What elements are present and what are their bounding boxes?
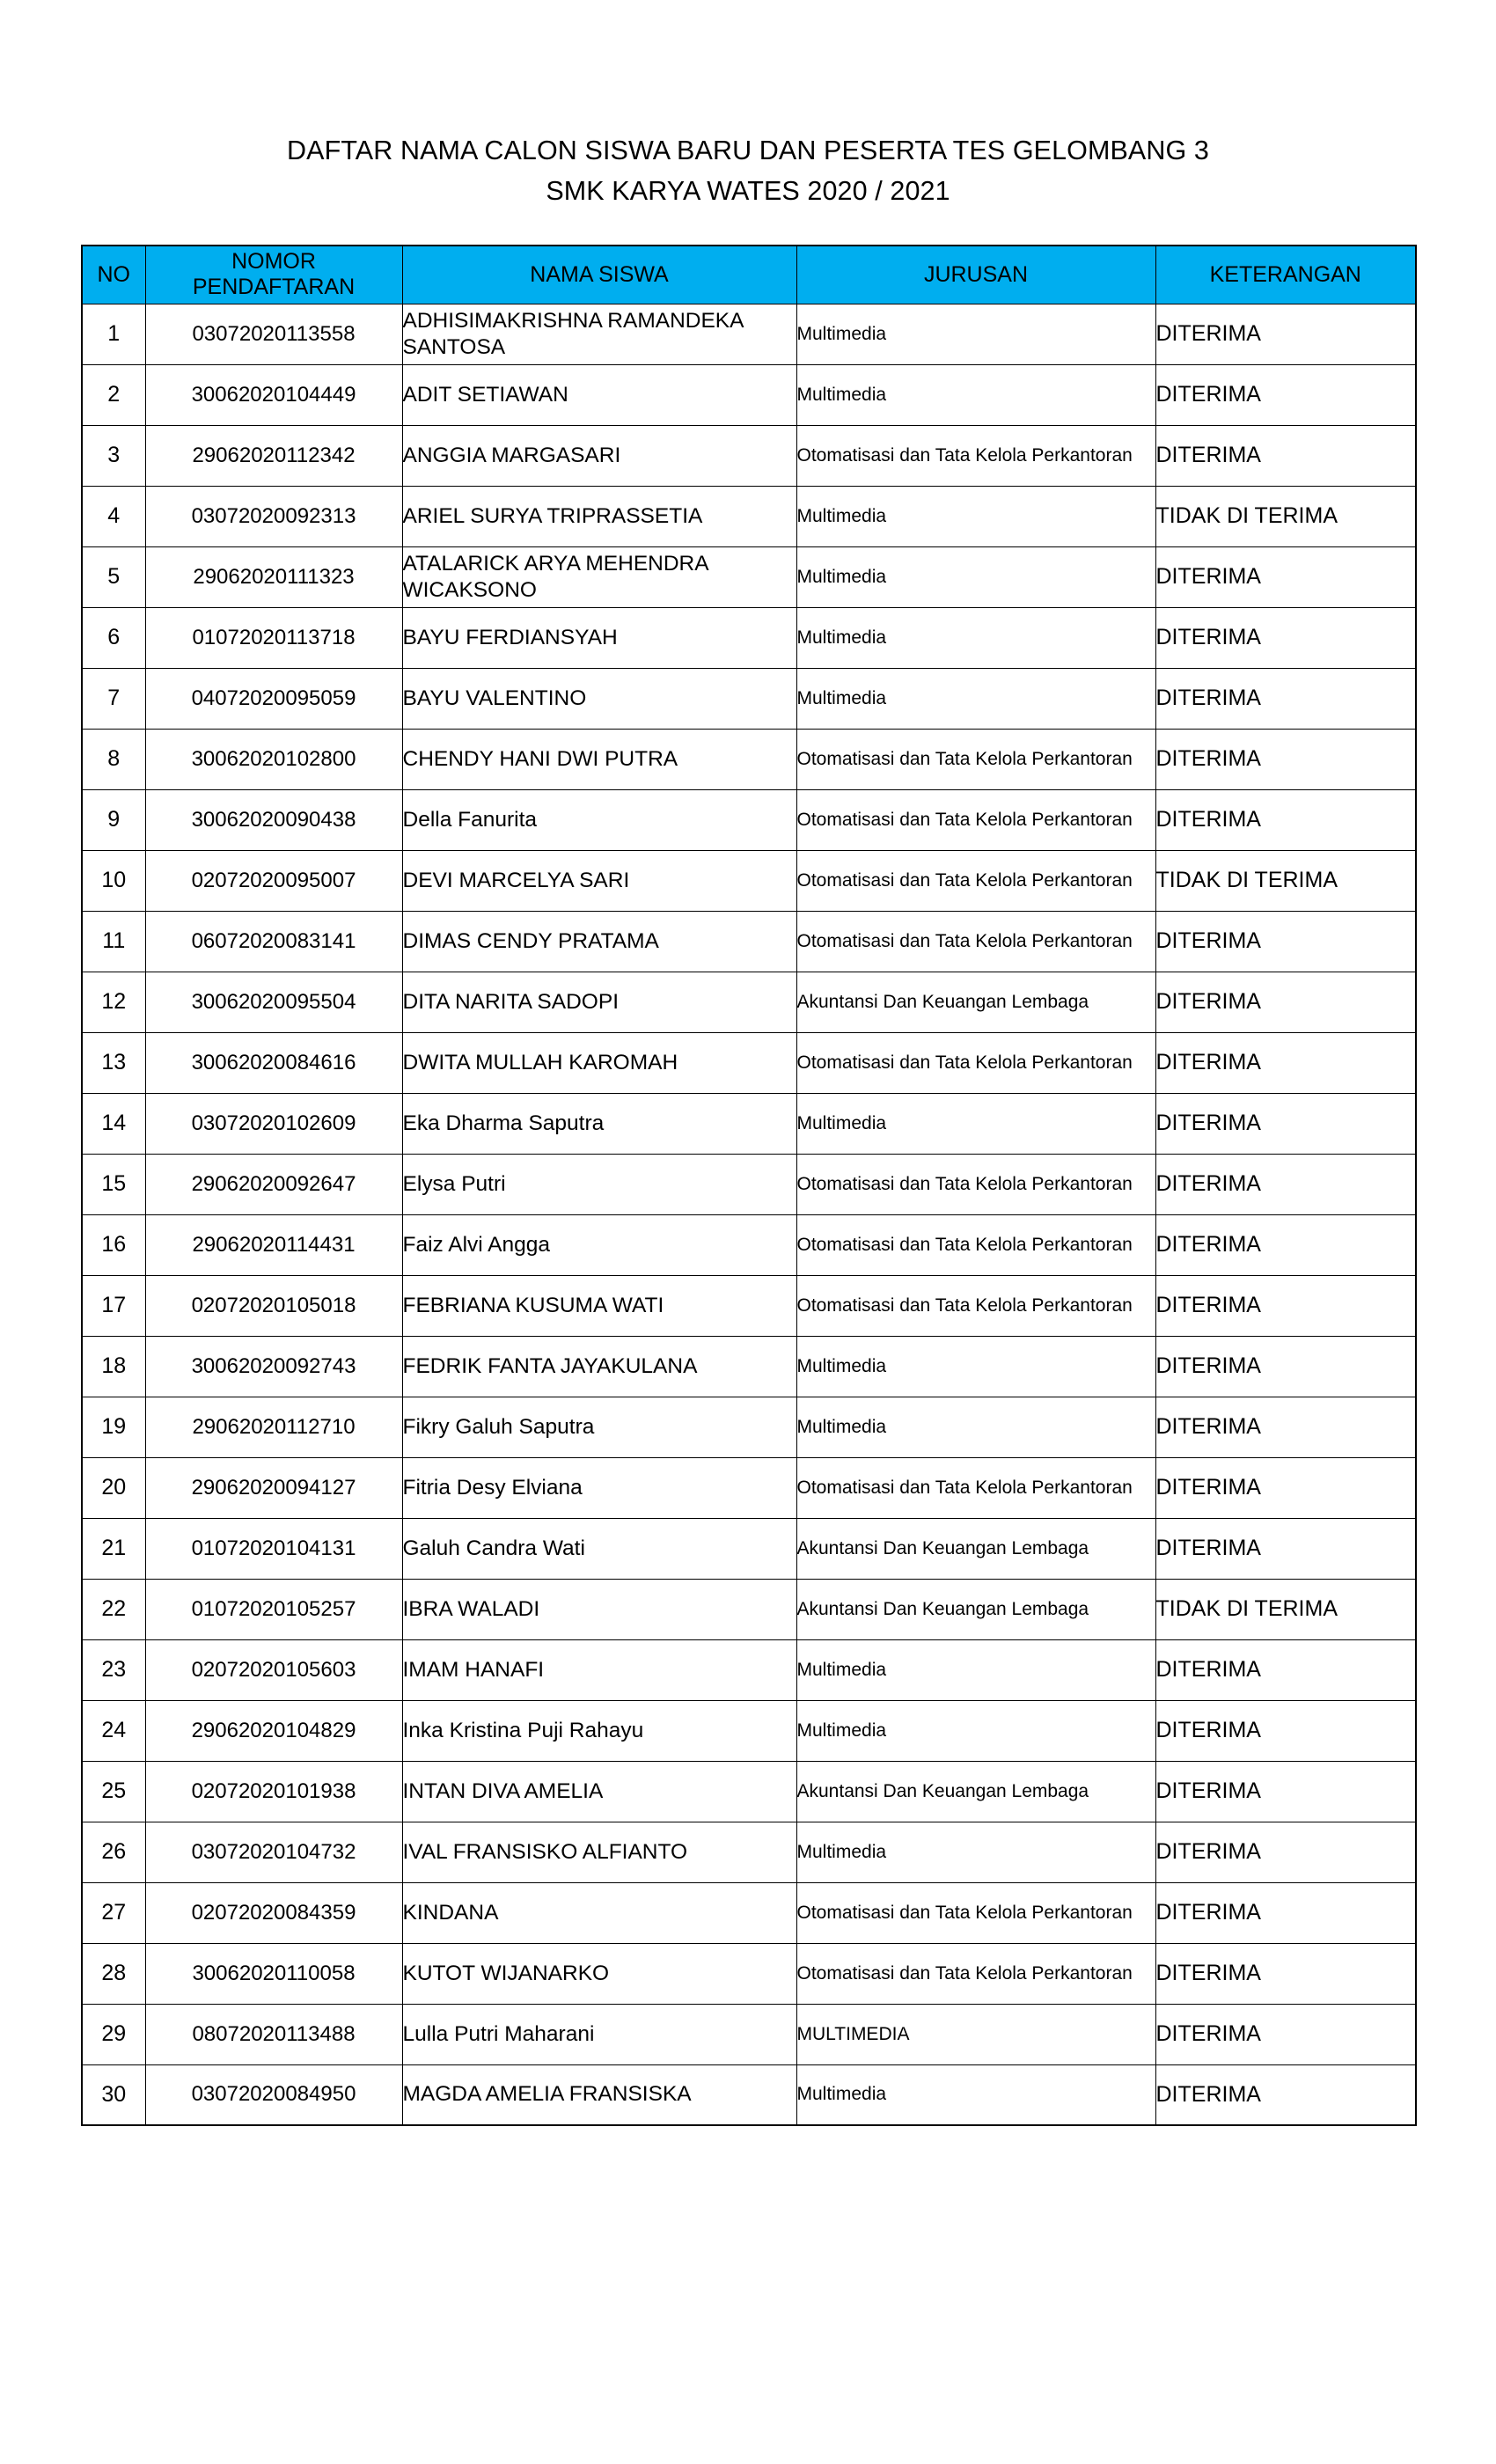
cell-registration-number: 01072020113718 (145, 607, 402, 668)
cell-status: DITERIMA (1155, 1761, 1416, 1822)
cell-major: Otomatisasi dan Tata Kelola Perkantoran (796, 1943, 1155, 2004)
cell-row-number: 9 (82, 789, 145, 850)
cell-row-number: 23 (82, 1639, 145, 1700)
cell-student-name: Elysa Putri (402, 1154, 796, 1214)
cell-student-name: ADHISIMAKRISHNA RAMANDEKA SANTOSA (402, 304, 796, 364)
cell-major: Multimedia (796, 1336, 1155, 1397)
cell-major: Otomatisasi dan Tata Kelola Perkantoran (796, 1882, 1155, 1943)
cell-status: DITERIMA (1155, 1336, 1416, 1397)
column-header-status-label: KETERANGAN (1209, 261, 1361, 287)
table-row (82, 364, 1416, 425)
cell-status: DITERIMA (1155, 546, 1416, 607)
cell-major: Multimedia (796, 607, 1155, 668)
cell-status: TIDAK DI TERIMA (1155, 850, 1416, 911)
cell-row-number: 20 (82, 1457, 145, 1518)
cell-major: Otomatisasi dan Tata Kelola Perkantoran (796, 1154, 1155, 1214)
cell-registration-number: 02072020101938 (145, 1761, 402, 1822)
cell-status: DITERIMA (1155, 729, 1416, 789)
cell-major: MULTIMEDIA (796, 2004, 1155, 2064)
table-row (82, 729, 1416, 789)
cell-student-name: DITA NARITA SADOPI (402, 972, 796, 1032)
table-row (82, 1336, 1416, 1397)
table-row (82, 1093, 1416, 1154)
cell-registration-number: 02072020105603 (145, 1639, 402, 1700)
cell-student-name: Della Fanurita (402, 789, 796, 850)
cell-registration-number: 03072020092313 (145, 486, 402, 546)
cell-major: Multimedia (796, 546, 1155, 607)
cell-student-name: Fikry Galuh Saputra (402, 1397, 796, 1457)
document-title (0, 0, 1496, 211)
cell-major: Akuntansi Dan Keuangan Lembaga (796, 1761, 1155, 1822)
cell-row-number: 7 (82, 668, 145, 729)
cell-registration-number: 08072020113488 (145, 2004, 402, 2064)
cell-registration-number: 03072020104732 (145, 1822, 402, 1882)
cell-registration-number: 29062020112342 (145, 425, 402, 486)
cell-student-name: IMAM HANAFI (402, 1639, 796, 1700)
cell-row-number: 10 (82, 850, 145, 911)
cell-row-number: 28 (82, 1943, 145, 2004)
table-row (82, 304, 1416, 364)
column-header-major (796, 246, 1155, 304)
table-row (82, 1822, 1416, 1882)
student-roster-table (81, 245, 1417, 2126)
cell-status: DITERIMA (1155, 2004, 1416, 2064)
cell-student-name: CHENDY HANI DWI PUTRA (402, 729, 796, 789)
cell-row-number: 29 (82, 2004, 145, 2064)
cell-major: Multimedia (796, 668, 1155, 729)
table-body (82, 304, 1416, 2125)
cell-status: DITERIMA (1155, 1093, 1416, 1154)
table-row (82, 486, 1416, 546)
cell-row-number: 24 (82, 1700, 145, 1761)
cell-student-name: BAYU VALENTINO (402, 668, 796, 729)
cell-status: DITERIMA (1155, 1518, 1416, 1579)
table-row (82, 546, 1416, 607)
cell-major: Akuntansi Dan Keuangan Lembaga (796, 1579, 1155, 1639)
cell-status: DITERIMA (1155, 304, 1416, 364)
cell-row-number: 27 (82, 1882, 145, 1943)
column-header-student-name (402, 246, 796, 304)
table-row (82, 1275, 1416, 1336)
table-row (82, 2004, 1416, 2064)
cell-major: Multimedia (796, 364, 1155, 425)
cell-status: TIDAK DI TERIMA (1155, 1579, 1416, 1639)
cell-student-name: INTAN DIVA AMELIA (402, 1761, 796, 1822)
cell-major: Akuntansi Dan Keuangan Lembaga (796, 972, 1155, 1032)
column-header-registration-line-1: NOMOR (231, 249, 316, 275)
cell-row-number: 15 (82, 1154, 145, 1214)
cell-registration-number: 06072020083141 (145, 911, 402, 972)
cell-row-number: 17 (82, 1275, 145, 1336)
cell-row-number: 11 (82, 911, 145, 972)
cell-major: Otomatisasi dan Tata Kelola Perkantoran (796, 789, 1155, 850)
table-row (82, 1882, 1416, 1943)
table-row (82, 1579, 1416, 1639)
cell-registration-number: 30062020095504 (145, 972, 402, 1032)
cell-status: DITERIMA (1155, 668, 1416, 729)
cell-row-number: 13 (82, 1032, 145, 1093)
table-row (82, 850, 1416, 911)
cell-major: Otomatisasi dan Tata Kelola Perkantoran (796, 1457, 1155, 1518)
cell-registration-number: 02072020084359 (145, 1882, 402, 1943)
cell-student-name: ARIEL SURYA TRIPRASSETIA (402, 486, 796, 546)
title-line-2: SMK KARYA WATES 2020 / 2021 (546, 176, 950, 206)
cell-row-number: 22 (82, 1579, 145, 1639)
cell-major: Multimedia (796, 1093, 1155, 1154)
cell-registration-number: 30062020102800 (145, 729, 402, 789)
cell-row-number: 12 (82, 972, 145, 1032)
table-row (82, 668, 1416, 729)
cell-row-number: 21 (82, 1518, 145, 1579)
cell-status: DITERIMA (1155, 1275, 1416, 1336)
cell-registration-number: 30062020084616 (145, 1032, 402, 1093)
cell-major: Multimedia (796, 1397, 1155, 1457)
cell-registration-number: 29062020094127 (145, 1457, 402, 1518)
table-row (82, 607, 1416, 668)
cell-student-name: DWITA MULLAH KAROMAH (402, 1032, 796, 1093)
table-row (82, 2064, 1416, 2125)
cell-major: Otomatisasi dan Tata Kelola Perkantoran (796, 1275, 1155, 1336)
cell-student-name: IVAL FRANSISKO ALFIANTO (402, 1822, 796, 1882)
cell-row-number: 18 (82, 1336, 145, 1397)
cell-row-number: 3 (82, 425, 145, 486)
cell-student-name: ADIT SETIAWAN (402, 364, 796, 425)
table-row (82, 1639, 1416, 1700)
table-row (82, 1457, 1416, 1518)
cell-row-number: 30 (82, 2064, 145, 2125)
cell-status: DITERIMA (1155, 1882, 1416, 1943)
cell-student-name: KUTOT WIJANARKO (402, 1943, 796, 2004)
cell-major: Otomatisasi dan Tata Kelola Perkantoran (796, 1214, 1155, 1275)
table-row (82, 1214, 1416, 1275)
table-header-row (82, 246, 1416, 304)
cell-row-number: 25 (82, 1761, 145, 1822)
cell-status: DITERIMA (1155, 607, 1416, 668)
cell-status: DITERIMA (1155, 2064, 1416, 2125)
cell-student-name: DIMAS CENDY PRATAMA (402, 911, 796, 972)
cell-status: TIDAK DI TERIMA (1155, 486, 1416, 546)
roster-table-container (81, 245, 1415, 2126)
cell-major: Akuntansi Dan Keuangan Lembaga (796, 1518, 1155, 1579)
cell-status: DITERIMA (1155, 972, 1416, 1032)
cell-row-number: 14 (82, 1093, 145, 1154)
cell-student-name: Faiz Alvi Angga (402, 1214, 796, 1275)
cell-status: DITERIMA (1155, 1822, 1416, 1882)
table-row (82, 1154, 1416, 1214)
cell-row-number: 16 (82, 1214, 145, 1275)
cell-row-number: 2 (82, 364, 145, 425)
cell-registration-number: 30062020090438 (145, 789, 402, 850)
cell-student-name: DEVI MARCELYA SARI (402, 850, 796, 911)
column-header-registration-line-2: PENDAFTARAN (192, 275, 356, 300)
table-header (82, 246, 1416, 304)
cell-student-name: MAGDA AMELIA FRANSISKA (402, 2064, 796, 2125)
column-header-major-label: JURUSAN (923, 261, 1029, 287)
cell-status: DITERIMA (1155, 911, 1416, 972)
cell-registration-number: 01072020105257 (145, 1579, 402, 1639)
table-row (82, 1943, 1416, 2004)
cell-registration-number: 01072020104131 (145, 1518, 402, 1579)
cell-registration-number: 30062020110058 (145, 1943, 402, 2004)
cell-registration-number: 30062020104449 (145, 364, 402, 425)
cell-registration-number: 03072020084950 (145, 2064, 402, 2125)
table-row (82, 1397, 1416, 1457)
cell-status: DITERIMA (1155, 1639, 1416, 1700)
cell-major: Multimedia (796, 304, 1155, 364)
cell-major: Multimedia (796, 1639, 1155, 1700)
title-line-1: DAFTAR NAMA CALON SISWA BARU DAN PESERTA TES GELOMBANG 3 (287, 136, 1209, 165)
cell-major: Multimedia (796, 486, 1155, 546)
table-row (82, 425, 1416, 486)
cell-major: Otomatisasi dan Tata Kelola Perkantoran (796, 850, 1155, 911)
cell-major: Multimedia (796, 1700, 1155, 1761)
column-header-student-name-label: NAMA SISWA (530, 261, 669, 287)
cell-row-number: 1 (82, 304, 145, 364)
cell-major: Otomatisasi dan Tata Kelola Perkantoran (796, 729, 1155, 789)
cell-status: DITERIMA (1155, 1154, 1416, 1214)
cell-student-name: ATALARICK ARYA MEHENDRA WICAKSONO (402, 546, 796, 607)
cell-student-name: ANGGIA MARGASARI (402, 425, 796, 486)
cell-status: DITERIMA (1155, 1457, 1416, 1518)
cell-registration-number: 30062020092743 (145, 1336, 402, 1397)
cell-major: Otomatisasi dan Tata Kelola Perkantoran (796, 911, 1155, 972)
cell-registration-number: 29062020092647 (145, 1154, 402, 1214)
column-header-registration-number (145, 246, 402, 304)
table-row (82, 1518, 1416, 1579)
cell-student-name: FEDRIK FANTA JAYAKULANA (402, 1336, 796, 1397)
cell-row-number: 4 (82, 486, 145, 546)
cell-registration-number: 29062020104829 (145, 1700, 402, 1761)
cell-registration-number: 29062020114431 (145, 1214, 402, 1275)
cell-student-name: Galuh Candra Wati (402, 1518, 796, 1579)
cell-student-name: BAYU FERDIANSYAH (402, 607, 796, 668)
cell-registration-number: 03072020102609 (145, 1093, 402, 1154)
cell-student-name: FEBRIANA KUSUMA WATI (402, 1275, 796, 1336)
cell-status: DITERIMA (1155, 364, 1416, 425)
cell-status: DITERIMA (1155, 1032, 1416, 1093)
table-row (82, 911, 1416, 972)
cell-row-number: 8 (82, 729, 145, 789)
cell-student-name: KINDANA (402, 1882, 796, 1943)
column-header-no-label: NO (97, 261, 130, 287)
cell-status: DITERIMA (1155, 1214, 1416, 1275)
cell-status: DITERIMA (1155, 425, 1416, 486)
cell-student-name: Inka Kristina Puji Rahayu (402, 1700, 796, 1761)
column-header-no (82, 246, 145, 304)
cell-row-number: 26 (82, 1822, 145, 1882)
cell-status: DITERIMA (1155, 1397, 1416, 1457)
table-row (82, 1032, 1416, 1093)
cell-student-name: Fitria Desy Elviana (402, 1457, 796, 1518)
cell-registration-number: 29062020111323 (145, 546, 402, 607)
table-row (82, 972, 1416, 1032)
cell-row-number: 5 (82, 546, 145, 607)
cell-student-name: Lulla Putri Maharani (402, 2004, 796, 2064)
cell-status: DITERIMA (1155, 1700, 1416, 1761)
cell-registration-number: 03072020113558 (145, 304, 402, 364)
cell-status: DITERIMA (1155, 1943, 1416, 2004)
column-header-status (1155, 246, 1416, 304)
cell-status: DITERIMA (1155, 789, 1416, 850)
table-row (82, 1700, 1416, 1761)
cell-major: Multimedia (796, 1822, 1155, 1882)
cell-row-number: 6 (82, 607, 145, 668)
cell-student-name: Eka Dharma Saputra (402, 1093, 796, 1154)
cell-registration-number: 02072020105018 (145, 1275, 402, 1336)
cell-student-name: IBRA WALADI (402, 1579, 796, 1639)
cell-registration-number: 02072020095007 (145, 850, 402, 911)
cell-major: Otomatisasi dan Tata Kelola Perkantoran (796, 1032, 1155, 1093)
table-row (82, 789, 1416, 850)
cell-major: Otomatisasi dan Tata Kelola Perkantoran (796, 425, 1155, 486)
cell-major: Multimedia (796, 2064, 1155, 2125)
cell-registration-number: 04072020095059 (145, 668, 402, 729)
cell-row-number: 19 (82, 1397, 145, 1457)
table-row (82, 1761, 1416, 1822)
cell-registration-number: 29062020112710 (145, 1397, 402, 1457)
